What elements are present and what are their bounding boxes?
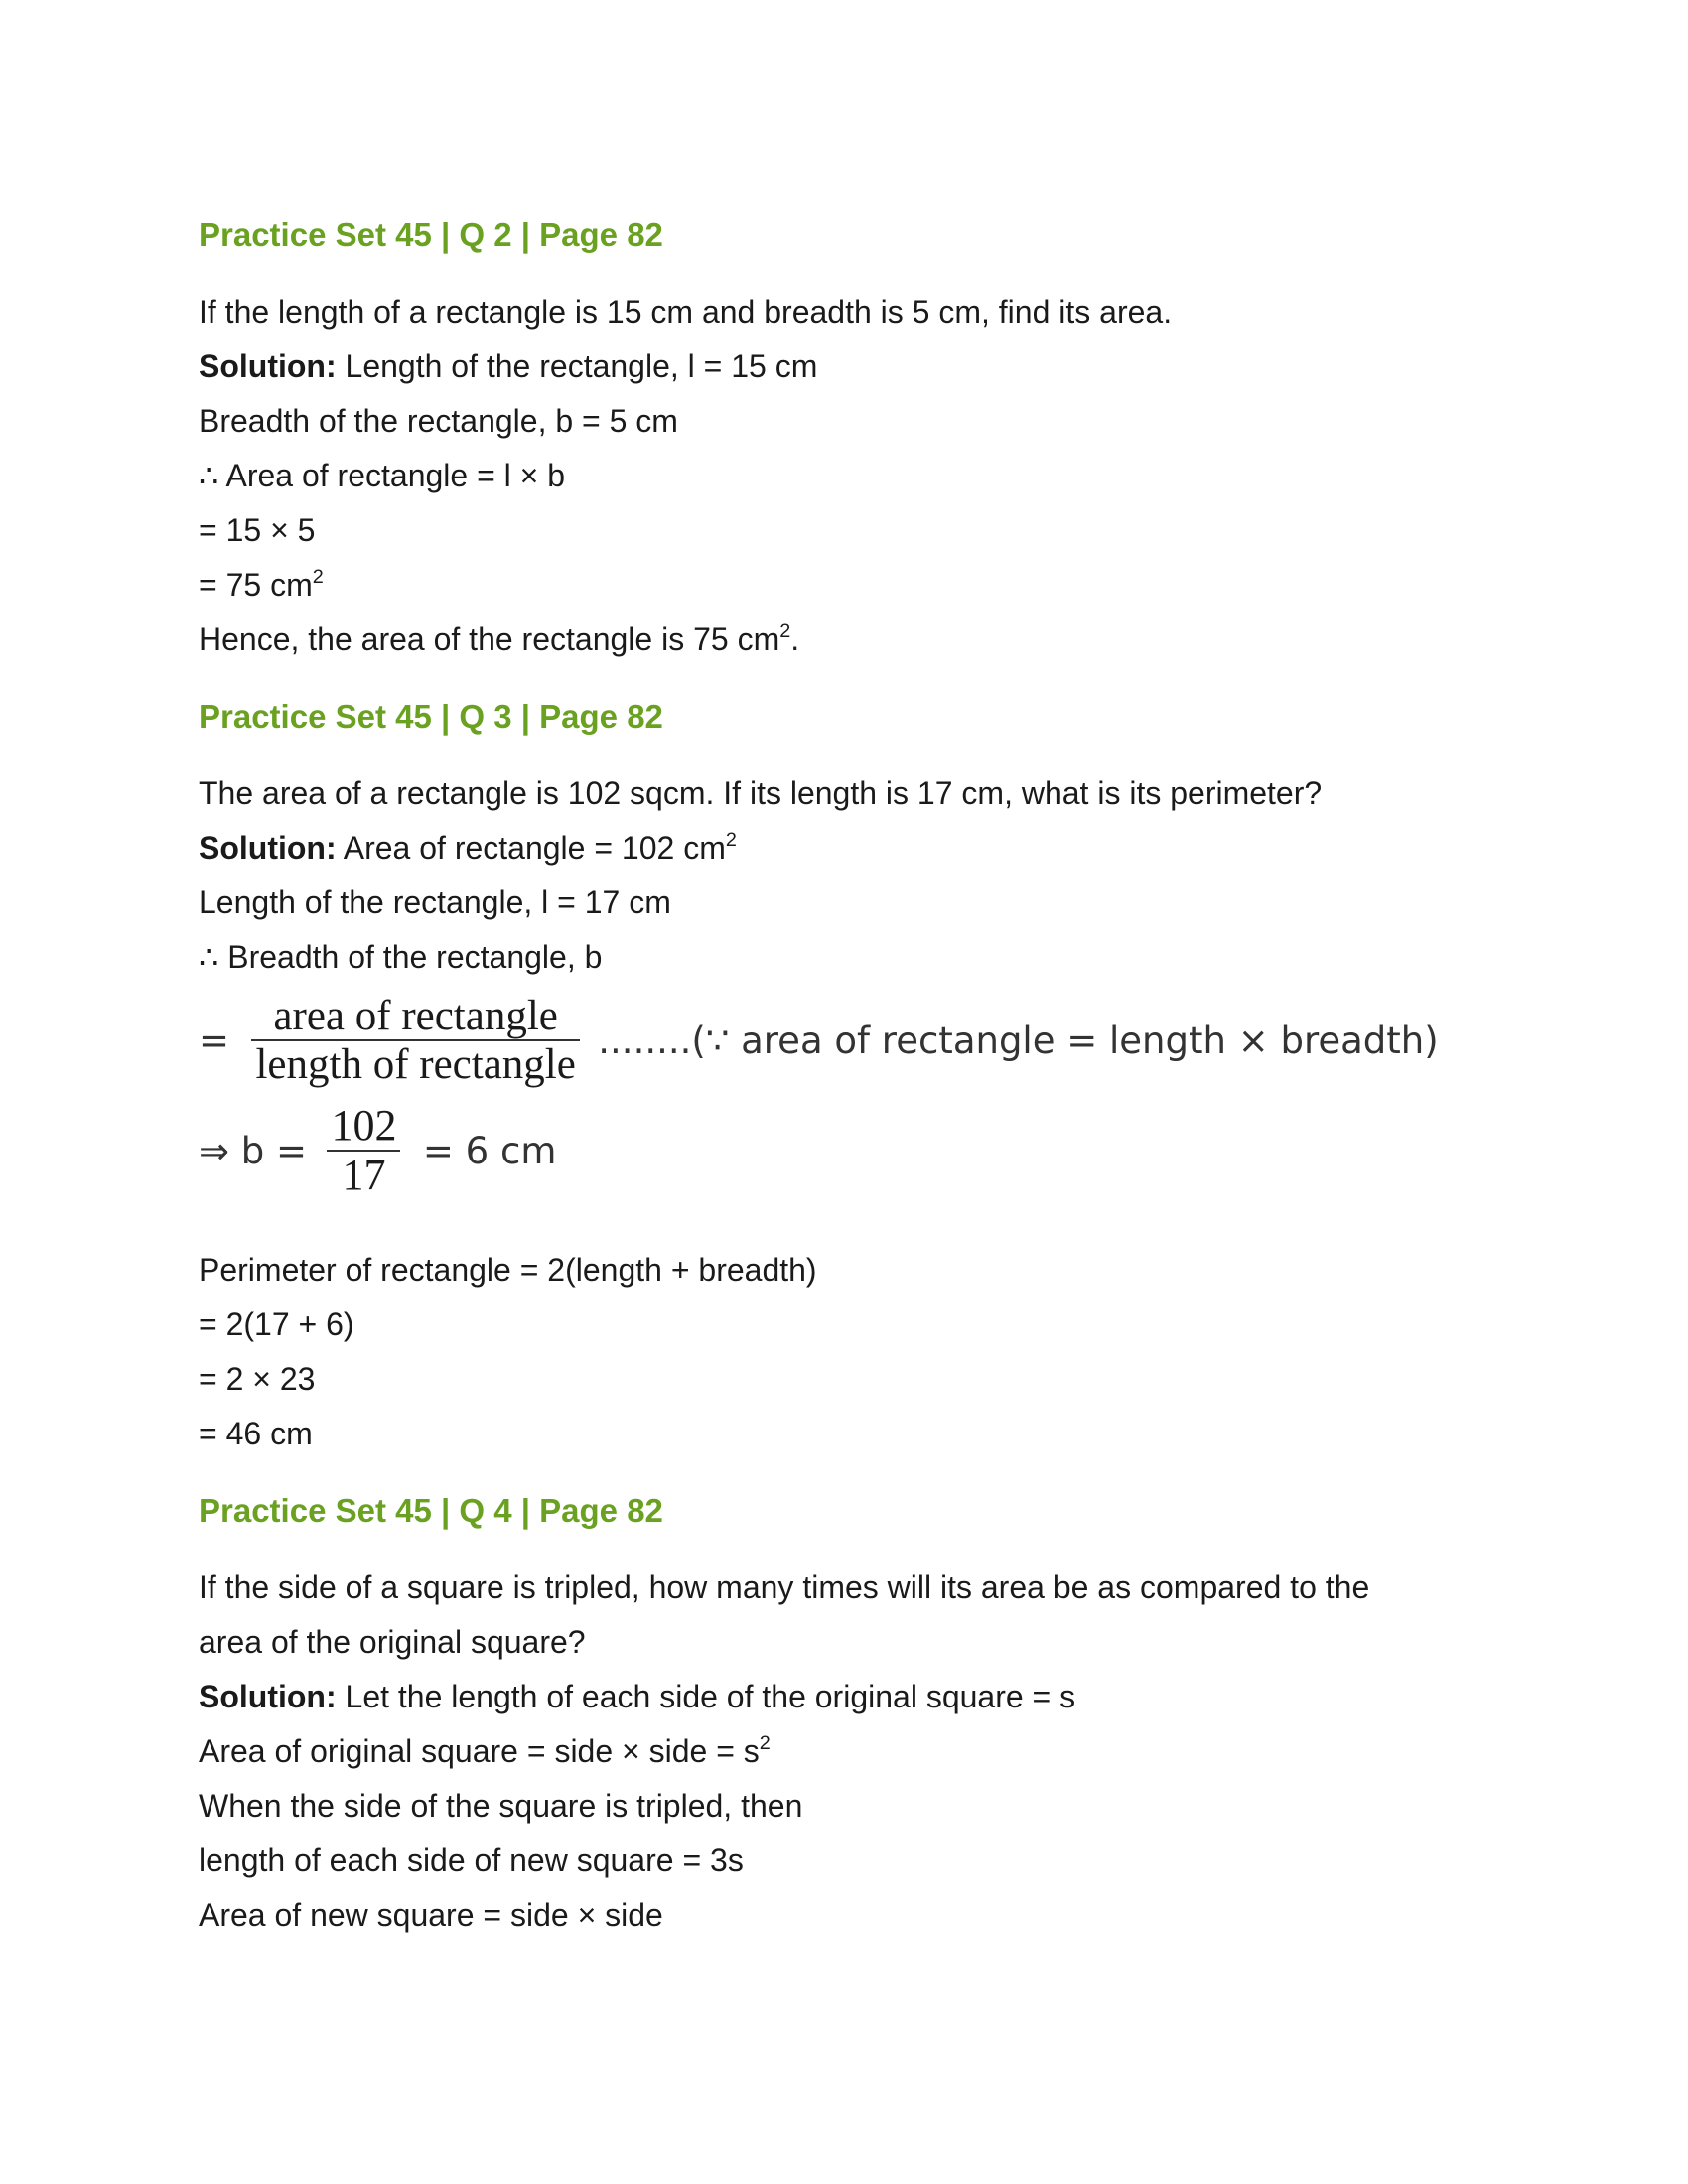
q2-solution-label: Solution: — [199, 348, 337, 384]
q2-step-breadth: Breadth of the rectangle, b = 5 cm — [199, 403, 678, 439]
q3-fraction-102-over-17: $\frac{102}{17}$ — [327, 1102, 400, 1200]
q3-perimeter-formula: Perimeter of rectangle = 2(length + breadth) — [199, 1252, 817, 1288]
q2-step-formula: ∴ Area of rectangle = l × b — [199, 458, 566, 493]
q2-conclusion: Hence, the area of the rectangle is 75 $cm^2$. — [199, 620, 800, 657]
q2-step-sub: = 15 × 5 — [199, 512, 316, 548]
q4-question-line1: If the side of a square is tripled, how many times will its area be as compared to the — [199, 1570, 1370, 1605]
q3-solution-label: Solution: — [199, 830, 337, 866]
q3-question: The area of a rectangle is 102 sqcm. If its length is 17 cm, what is its perimeter? — [199, 775, 1323, 811]
q3-step-breadth: ∴ Breadth of the rectangle, b — [199, 939, 603, 975]
q2-question: If the length of a rectangle is 15 cm and breadth is 5 cm, find its area. — [199, 294, 1173, 330]
q4-solution-label: Solution: — [199, 1679, 337, 1714]
q2-heading: Practice Set 45 | Q 2 | Page 82 — [199, 216, 663, 253]
q3-perimeter-mult: = 2 × 23 — [199, 1361, 316, 1397]
q3-solution-line: Solution: Area of rectangle = 102 $cm^2$ — [199, 829, 737, 866]
q3-equation-2: ⇒ b = $\frac{102}{17}$ = 6 cm — [199, 1101, 557, 1200]
q4-solution-line: Solution: Let the length of each side of the original square = s — [199, 1679, 1076, 1714]
q4-question-line2: area of the original square? — [199, 1624, 586, 1660]
q3-fraction-area-over-length: $\frac{\text{area of rectangle}}{\text{length of rectangle}}$ — [251, 993, 579, 1089]
q2-solution-line — [199, 350, 817, 382]
q2-step-result: = 75 $cm^2$ — [199, 566, 324, 603]
q2-solution-text: Length of the rectangle, l = 15 cm — [336, 348, 818, 384]
q3-equation-1: = $\frac{\text{area of rectangle}}{\text{length of rectangle}}$ ........(∵ area of rectangle = length × breadth) — [199, 993, 1439, 1089]
q4-step-new-side: length of each side of new square = 3s — [199, 1843, 744, 1878]
q3-perimeter-sub: = 2(17 + 6) — [199, 1306, 354, 1342]
q4-step-area: Area of original square = side × side = $s^2$ — [199, 1732, 771, 1769]
q3-step-length: Length of the rectangle, l = 17 cm — [199, 885, 671, 920]
q4-heading: Practice Set 45 | Q 4 | Page 82 — [199, 1492, 663, 1529]
q4-step-tripled: When the side of the square is tripled, then — [199, 1788, 803, 1824]
q3-heading: Practice Set 45 | Q 3 | Page 82 — [199, 698, 663, 735]
q4-step-new-area: Area of new square = side × side — [199, 1897, 663, 1933]
q3-perimeter-result: = 46 cm — [199, 1416, 313, 1451]
q3-reason: ........(∵ area of rectangle = length × breadth) — [598, 1019, 1439, 1062]
